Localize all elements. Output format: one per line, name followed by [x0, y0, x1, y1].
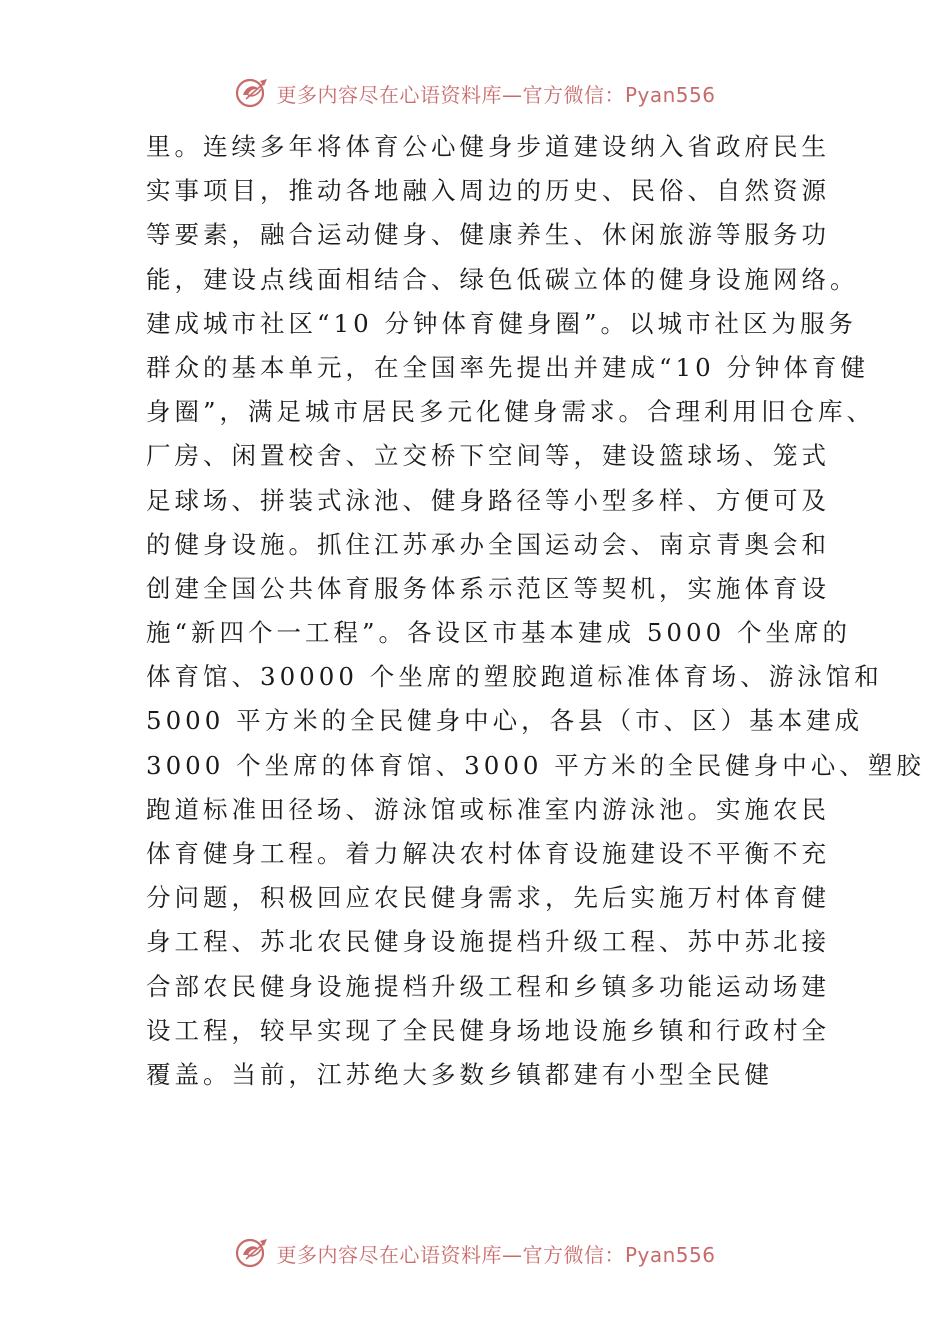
- body-line: 覆盖。当前，江苏绝大多数乡镇都建有小型全民健: [146, 1059, 773, 1089]
- body-line: 5000 平方米的全民健身中心，各县（市、区）基本建成: [146, 706, 864, 736]
- body-line: 设工程，较早实现了全民健身场地设施乡镇和行政村全: [146, 1015, 830, 1045]
- body-line: 建成城市社区“10 分钟体育健身圈”。以城市社区为服务: [146, 308, 858, 338]
- body-line: 身工程、苏北农民健身设施提档升级工程、苏中苏北接: [146, 927, 830, 957]
- body-line: 实事项目，推动各地融入周边的历史、民俗、自然资源: [146, 176, 830, 206]
- body-line: 创建全国公共体育服务体系示范区等契机，实施体育设: [146, 573, 830, 603]
- body-line: 体育健身工程。着力解决农村体育设施建设不平衡不充: [146, 839, 830, 868]
- body-line: 身圈”，满足城市居民多元化健身需求。合理利用旧仓库、: [146, 397, 876, 427]
- body-line: 分问题，积极回应农民健身需求，先后实施万村体育健: [146, 883, 830, 913]
- rose-logo-icon: [234, 75, 270, 111]
- body-line: 3000 个坐席的体育馆、3000 平方米的全民健身中心、塑胶: [146, 750, 925, 780]
- body-line: 能，建设点线面相结合、绿色低碳立体的健身设施网络。: [146, 264, 859, 294]
- body-line: 合部农民健身设施提档升级工程和乡镇多功能运动场建: [146, 971, 830, 1001]
- document-body: [146, 125, 925, 1097]
- banner-text: 更多内容尽在心语资料库—官方微信：Pyan556: [276, 1242, 716, 1267]
- body-line: 施“新四个一工程”。各设区市基本建成 5000 个坐席的: [146, 618, 851, 648]
- footer-banner: [0, 1233, 950, 1273]
- rose-logo-icon: [234, 1235, 270, 1271]
- body-line: 跑道标准田径场、游泳馆或标准室内游泳池。实施农民: [146, 794, 830, 824]
- body-line: 厂房、闲置校舍、立交桥下空间等，建设篮球场、笼式: [146, 441, 830, 471]
- body-line: 体育馆、30000 个坐席的塑胶跑道标准体育场、游泳馆和: [146, 662, 883, 692]
- body-line: 里。连续多年将体育公心健身步道建设纳入省政府民生: [146, 132, 830, 161]
- body-line: 等要素，融合运动健身、健康养生、休闲旅游等服务功: [146, 220, 830, 250]
- body-line: 群众的基本单元，在全国率先提出并建成“10 分钟体育健: [146, 352, 869, 382]
- header-banner: [0, 73, 950, 113]
- body-line: 足球场、拼装式泳池、健身路径等小型多样、方便可及: [146, 485, 830, 515]
- body-line: 的健身设施。抓住江苏承办全国运动会、南京青奥会和: [146, 529, 830, 559]
- banner-text: 更多内容尽在心语资料库—官方微信：Pyan556: [276, 82, 716, 107]
